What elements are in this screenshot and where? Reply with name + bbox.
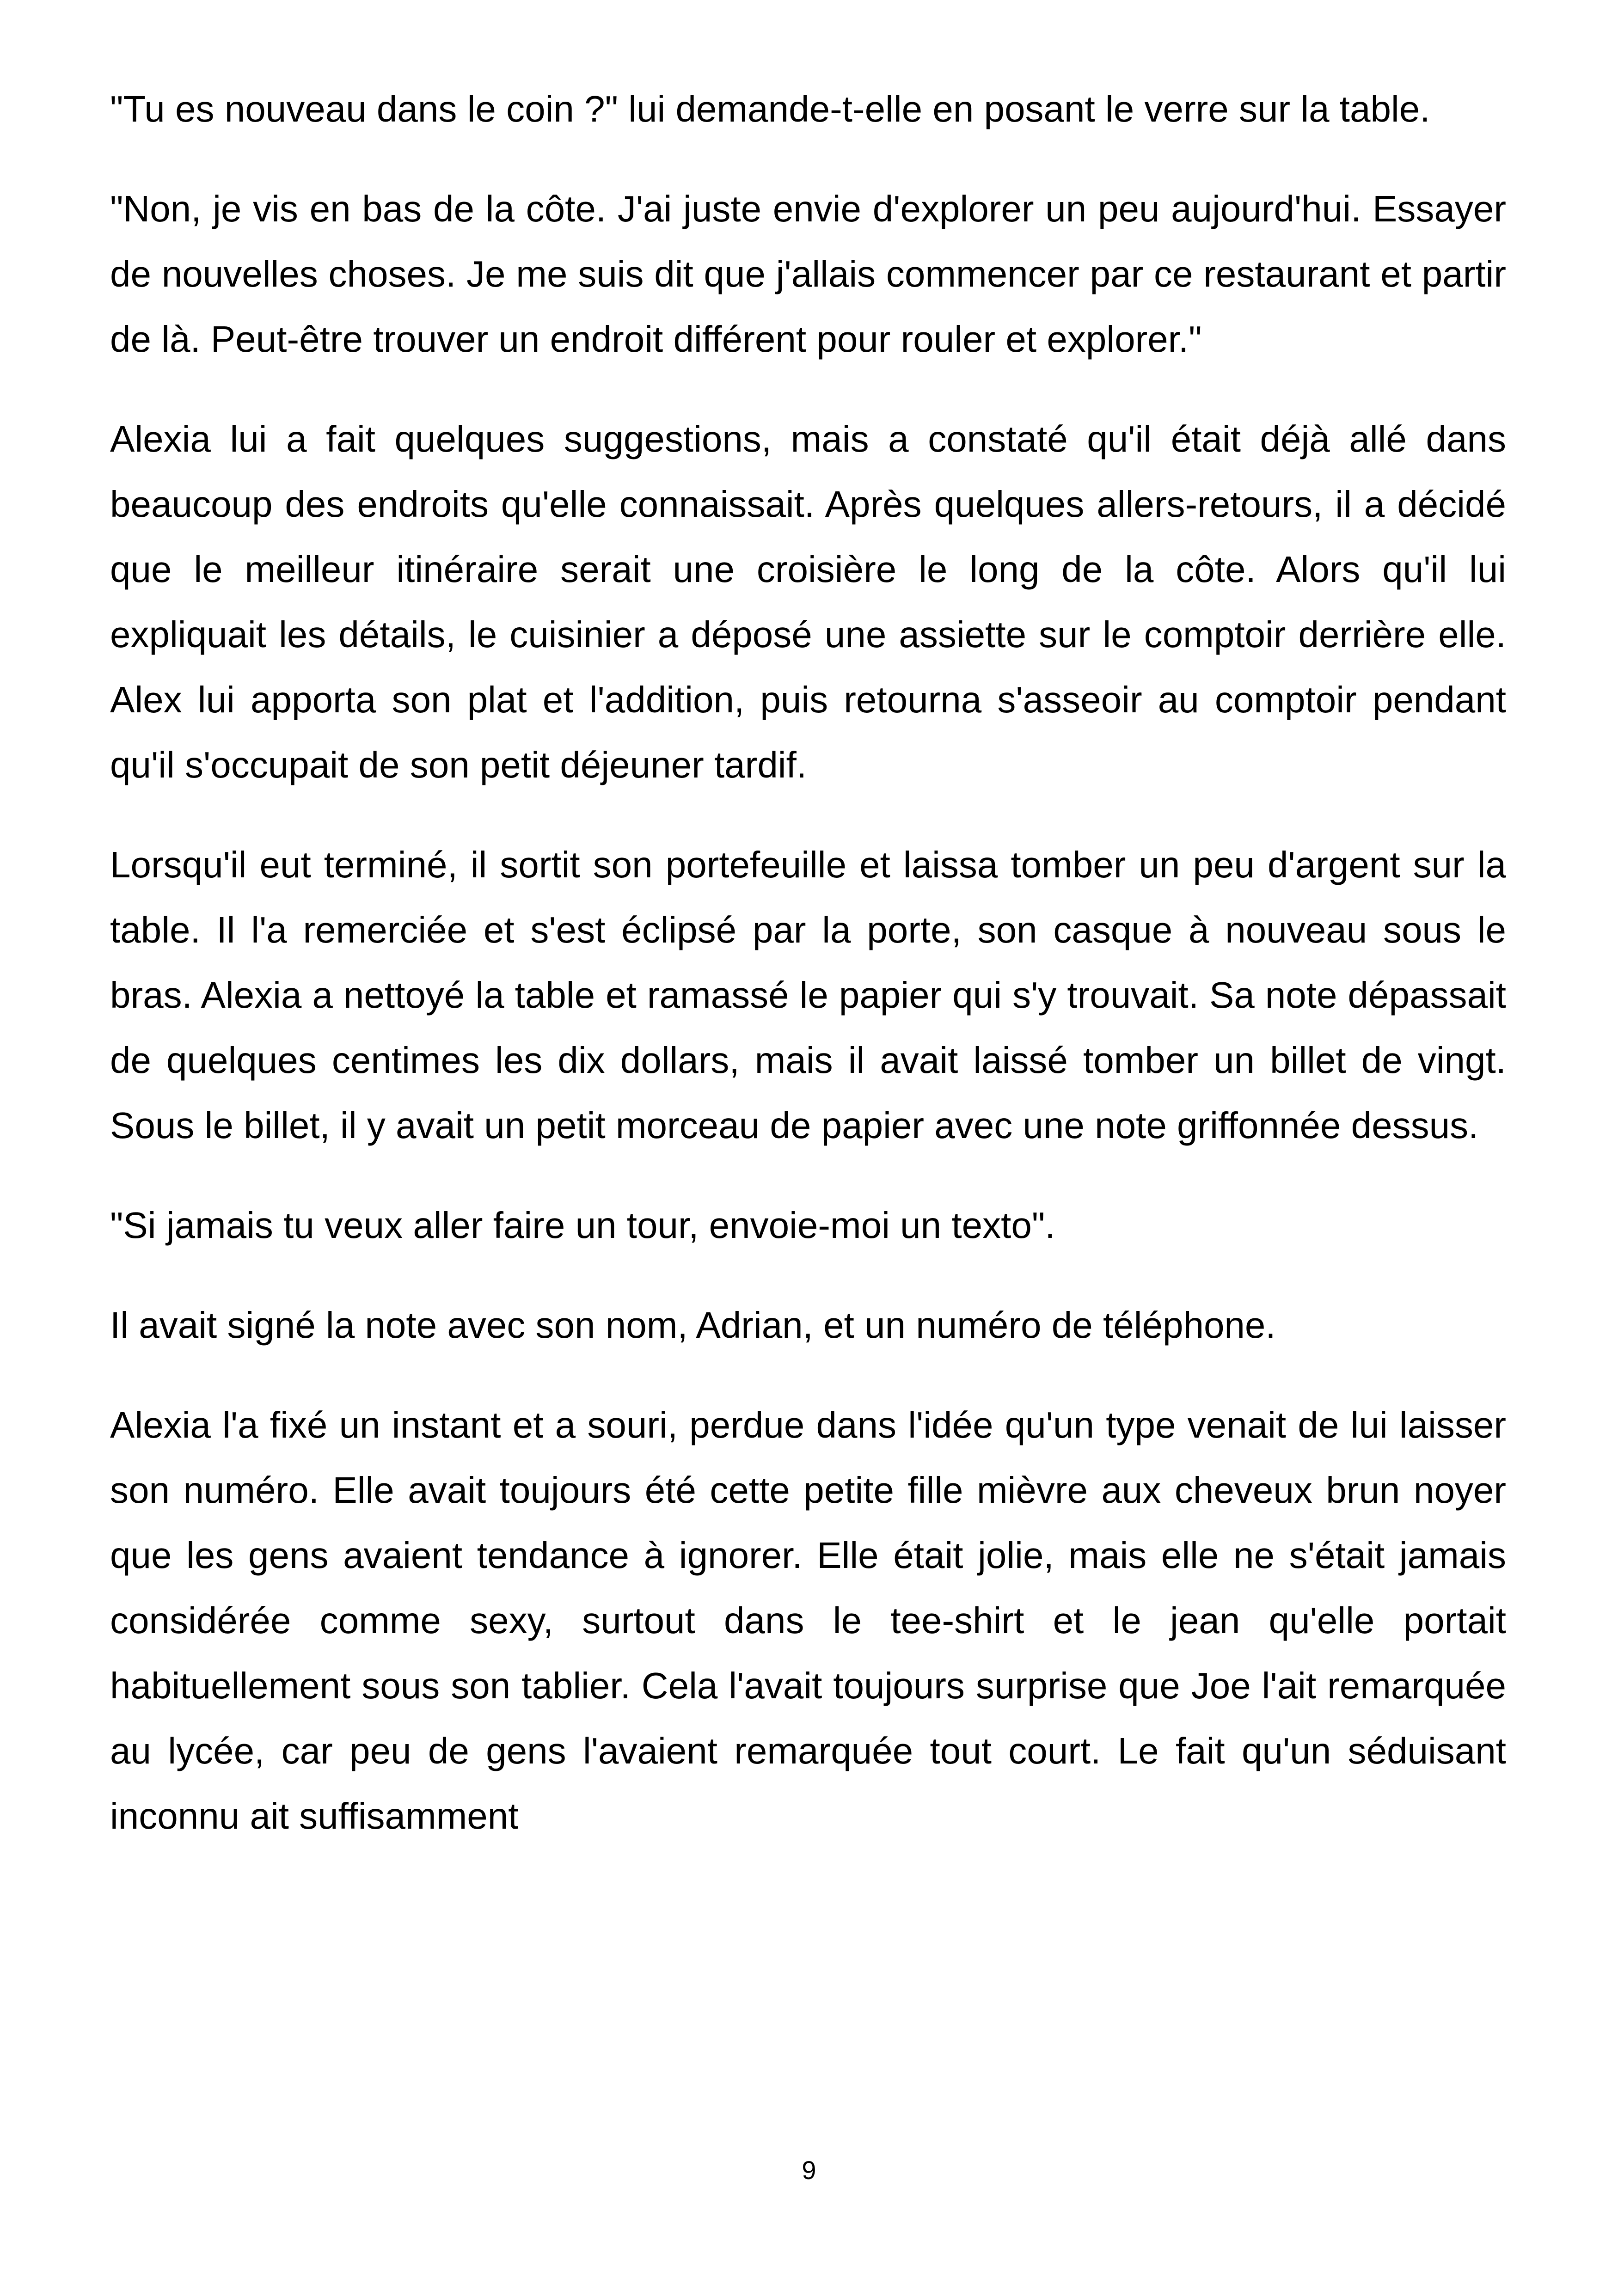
paragraph-7: Alexia l'a fixé un instant et a souri, perdue dans l'idée qu'un type venait de lui laisser son numéro. Elle avait toujours été cette petite fille mièvre aux cheveux brun noyer que les gens avaient tendance à ignorer. Elle était jolie, mais elle ne s'était jamais considérée comme sexy, surtout dans le tee-shirt et le jean qu'elle portait habituellement sous son tablier. Cela l'avait toujours surprise que Joe l'ait remarquée au lycée, car peu de gens l'avaient remarquée tout court. Le fait qu'un séduisant inconnu ait suffisamment: [110, 1404, 1506, 1837]
body-text: [110, 76, 1506, 1849]
paragraph-3: Alexia lui a fait quelques suggestions, mais a constaté qu'il était déjà allé dans beaucoup des endroits qu'elle connaissait. Après quelques allers-retours, il a décidé que le meilleur itinéraire serait une croisière le long de la côte. Alors qu'il lui expliquait les détails, le cuisinier a déposé une assiette sur le comptoir derrière elle. Alex lui apporta son plat et l'addition, puis retourna s'asseoir au comptoir pendant qu'il s'occupait de son petit déjeuner tardif.: [110, 418, 1506, 785]
paragraph-6: Il avait signé la note avec son nom, Adrian, et un numéro de téléphone.: [110, 1304, 1276, 1346]
paragraph-5: "Si jamais tu veux aller faire un tour, envoie-moi un texto".: [110, 1205, 1055, 1246]
paragraph-1: "Tu es nouveau dans le coin ?" lui demande-t-elle en posant le verre sur la table.: [110, 88, 1430, 129]
page-number: 9: [802, 2155, 816, 2185]
paragraph-4: Lorsqu'il eut terminé, il sortit son portefeuille et laissa tomber un peu d'argent sur la table. Il l'a remerciée et s'est éclipsé par la porte, son casque à nouveau sous le bras. Alexia a nettoyé la table et ramassé le papier qui s'y trouvait. Sa note dépassait de quelques centimes les dix dollars, mais il avait laissé tomber un billet de vingt. Sous le billet, il y avait un petit morceau de papier avec une note griffonnée dessus.: [110, 844, 1506, 1146]
paragraph-2: "Non, je vis en bas de la côte. J'ai juste envie d'explorer un peu aujourd'hui. Essayer de nouvelles choses. Je me suis dit que j'allais commencer par ce restaurant et partir de là. Peut-être trouver un endroit différent pour rouler et explorer.": [110, 188, 1506, 360]
